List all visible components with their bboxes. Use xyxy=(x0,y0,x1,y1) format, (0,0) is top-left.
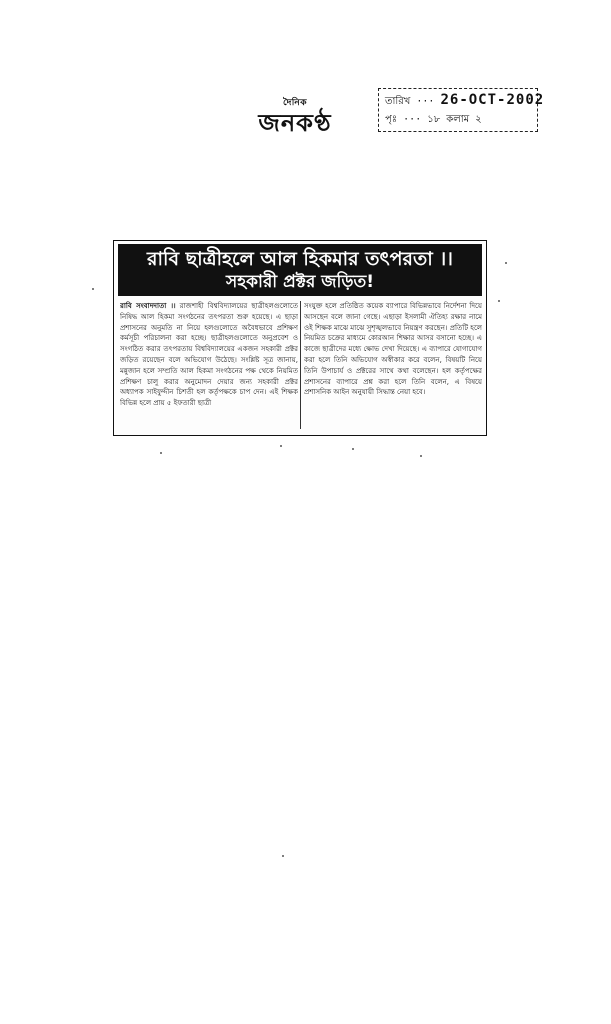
newspaper-name: জনকণ্ঠ xyxy=(258,108,332,137)
headline-line-1: রাবি ছাত্রীহলে আল হিকমার তৎপরতা ।। xyxy=(147,248,453,270)
date-stamp xyxy=(378,88,545,132)
news-clipping xyxy=(113,240,487,436)
newspaper-masthead xyxy=(225,98,365,148)
article-body-right: সংযুক্ত হলে প্রতিষ্ঠিত কয়েক ব্যাপারে বিভিন্নভাবে নির্দেশনা দিয়ে আসছেন বলে জানা গেছে। এছাড়া ইসলামী ঐতিহ্য রক্ষার নামে ওই শিক্ষক মাঝে মাঝে সুশৃঙ্খলভাবে নিয়ন্ত্রণ করছেন। প্রতিটি হলে নিয়মিত চক্রের মাধ্যমে কোরআন শিক্ষার আসর বসানো হচ্ছে। এ কাজে ছাত্রীদের মধ্যে ক্ষোভ দেখা দিয়েছে। এ ব্যাপারে যোগাযোগ করা হলে তিনি অভিযোগ অস্বীকার করে বলেন, বিষয়টি নিয়ে তিনি উপাচার্য ও প্রক্টরের সাথে কথা বলেছেন। হল কর্তৃপক্ষের প্রশাসনের ব্যাপারে প্রশ্ন করা হলে তিনি বলেন, এ বিষয়ে প্রশাসনিক আইন অনুযায়ী সিদ্ধান্ত নেয়া হবে। xyxy=(304,302,482,397)
article-headline xyxy=(118,244,482,296)
stamp-date-row: তারিখ ··· 26-OCT-2002 xyxy=(385,92,545,108)
article-body-left: রাজশাহী বিশ্ববিদ্যালয়ের ছাত্রীহলগুলোতে নিষিদ্ধ আল হিকমা সংগঠনের তৎপরতা শুরু হয়েছে। এ ছাড়া প্রশাসনের অনুমতি না নিয়ে হলগুলোতে অবৈধভাবে প্রশিক্ষণ কর্মসূচী পরিচালনা করা হচ্ছে। ছাত্রীহলগুলোতে অনুপ্রবেশ ও সংগঠিত করার তৎপরতায় বিশ্ববিদ্যালয়ের একজন সহকারী প্রক্টর জড়িত রয়েছেন বলে অভিযোগ উঠেছে। সংশ্লিষ্ট সূত্র জানায়, মন্নুজান হলে সম্প্রতি আল হিকমা সংগঠনের পক্ষ থেকে নিয়মিত প্রশিক্ষণ চালু করার অনুমোদন দেয়ার জন্য সহকারী প্রক্টর অধ্যাপক সাইফুদ্দীন চিশতী হল কর্তৃপক্ষকে চাপ দেন। এই শিক্ষক বিভিন্ন হলে প্রায় ৫ ইফতারী ছাত্রী xyxy=(120,302,298,408)
scan-speck xyxy=(505,262,507,264)
scan-speck xyxy=(352,448,354,450)
headline-line-2: সহকারী প্রক্টর জড়িত! xyxy=(225,272,375,292)
article-column-right xyxy=(304,301,482,431)
stamp-date-label: তারিখ xyxy=(385,96,411,107)
article-dateline: রাবি সংবাদদাতা ।। xyxy=(120,302,176,310)
stamp-page-row: পৃঃ ··· ১৮ কলাম ২ xyxy=(385,114,482,125)
scan-speck xyxy=(282,855,284,857)
stamp-page-value: ১৮ কলাম ২ xyxy=(427,114,482,125)
scan-speck xyxy=(498,300,500,302)
article-column-left xyxy=(120,301,298,431)
scan-speck xyxy=(92,288,94,290)
scan-speck xyxy=(160,452,162,454)
column-divider xyxy=(300,301,301,429)
scan-speck xyxy=(280,445,282,447)
masthead-kicker: দৈনিক xyxy=(282,98,308,108)
scan-speck xyxy=(420,455,422,457)
stamp-page-label: পৃঃ xyxy=(385,114,398,125)
stamp-date-value: 26-OCT-2002 xyxy=(440,92,545,108)
